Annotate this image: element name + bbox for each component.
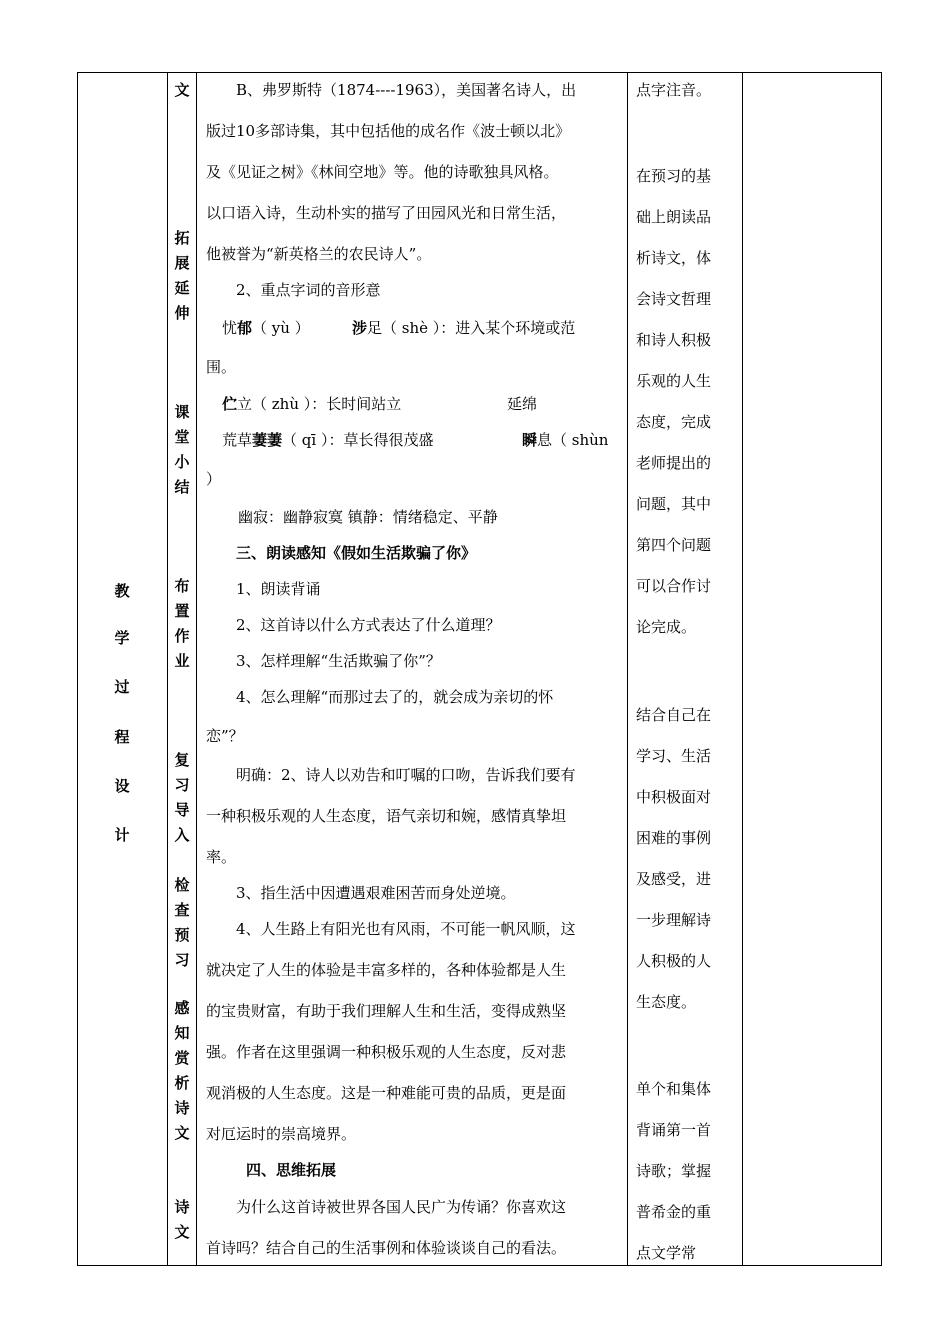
step-label-char: 感 [174, 999, 190, 1017]
content-line: 及《见证之树》《林间空地》等。他的诗歌独具风格。 [206, 163, 559, 181]
step-label-char: 业 [174, 652, 190, 670]
section-heading: 三、朗读感知《假如生活欺骗了你》 [236, 544, 477, 562]
step-label-char: 置 [174, 602, 190, 620]
vocab-line: 荒草萋萋（ qī ）：草长得很茂盛 [222, 431, 434, 449]
answer-line: 一种积极乐观的人生态度，语气亲切和婉，感情真挚坦 [206, 807, 567, 825]
section-heading: 四、思维拓展 [246, 1161, 337, 1179]
activity-line: 人积极的人 [636, 952, 712, 970]
question-line: 2、这首诗以什么方式表达了什么道理？ [236, 616, 501, 634]
activity-line: 在预习的基 [636, 167, 712, 185]
step-label-char: 小 [174, 453, 190, 471]
activity-line: 及感受，进 [636, 870, 712, 888]
section-label [78, 72, 166, 1266]
step-label-char: 文 [174, 1223, 190, 1241]
step-label-char: 预 [174, 926, 190, 944]
activity-line: 诗歌；掌握 [636, 1162, 712, 1180]
question-line: 恋”？ [206, 727, 244, 745]
activity-line: 第四个问题 [636, 536, 712, 554]
column-divider-4 [742, 72, 743, 1266]
activity-line: 中积极面对 [636, 788, 712, 806]
step-label-char: 结 [174, 478, 190, 496]
activity-line: 点字注音。 [636, 81, 712, 99]
answer-line: 强。作者在这里强调一种积极乐观的人生态度，反对悲 [206, 1043, 567, 1061]
step-label-char: 布 [174, 577, 190, 595]
question-line: 4、怎么理解“而那过去了的，就会成为亲切的怀 [236, 688, 554, 706]
activity-line: 学习、生活 [636, 747, 712, 765]
column-divider-2 [196, 72, 197, 1266]
step-label-char: 文 [174, 1124, 190, 1142]
section-label-char: 程 [114, 728, 130, 746]
step-label-char: 查 [174, 901, 190, 919]
answer-line: 率。 [206, 848, 237, 866]
content-line: B、弗罗斯特（1874----1963），美国著名诗人，出 [236, 81, 577, 99]
activity-line: 础上朗读品 [636, 208, 712, 226]
section-label-char: 教 [114, 582, 130, 600]
step-label-char: 课 [174, 403, 190, 421]
activity-line: 析诗文，体 [636, 249, 712, 267]
section-label-char: 学 [114, 629, 130, 647]
answer-line: 对厄运时的崇高境界。 [206, 1125, 357, 1143]
section-label-char: 设 [114, 777, 130, 795]
step-label-char: 作 [174, 627, 190, 645]
content-line: 他被誉为“新英格兰的农民诗人”。 [206, 245, 432, 263]
content-line: 首诗吗？结合自己的生活事例和体验谈谈自己的看法。 [206, 1239, 567, 1257]
step-label-char: 入 [174, 826, 190, 844]
question-line: 1、朗读背诵 [236, 580, 321, 598]
activity-line: 可以合作讨 [636, 577, 712, 595]
step-label-char: 展 [174, 254, 190, 272]
activity-line: 问题，其中 [636, 495, 712, 513]
answer-line: 就决定了人生的体验是丰富多样的，各种体验都是人生 [206, 961, 567, 979]
content-line: 以口语入诗，生动朴实的描写了田园风光和日常生活， [206, 204, 567, 222]
activity-line: 态度，完成 [636, 413, 712, 431]
step-label-char: 诗 [174, 1099, 190, 1117]
section-label-char: 过 [114, 678, 130, 696]
content-line: 幽寂：幽静寂寞 镇静：情绪稳定、平静 [238, 508, 498, 526]
activity-line: 乐观的人生 [636, 372, 712, 390]
step-label-char: 习 [174, 951, 190, 969]
activity-line: 老师提出的 [636, 454, 712, 472]
answer-line: 4、人生路上有阳光也有风雨，不可能一帆风顺，这 [236, 920, 576, 938]
column-divider-3 [627, 72, 628, 1266]
vocab-line: 涉足（ shè ）：进入某个环境或范 [352, 319, 576, 337]
activity-line: 会诗文哲理 [636, 290, 712, 308]
step-label-char: 知 [174, 1024, 190, 1042]
activity-line: 论完成。 [636, 618, 697, 636]
section-label-char: 计 [114, 826, 130, 844]
answer-line: 明确：2、诗人以劝告和叮嘱的口吻，告诉我们要有 [236, 766, 576, 784]
step-label-wen: 文 [174, 81, 190, 99]
vocab-line: 伫立（ zhù ）：长时间站立 [222, 395, 402, 413]
content-line: 围。 [206, 358, 237, 376]
activity-line: 和诗人积极 [636, 331, 712, 349]
activity-line: 困难的事例 [636, 829, 712, 847]
answer-line: 观消极的人生态度。这是一种难能可贵的品质，更是面 [206, 1084, 567, 1102]
answer-line: 3、指生活中因遭遇艰难困苦而身处逆境。 [236, 884, 516, 902]
vocab-line: 延绵 [507, 395, 538, 413]
step-label-char: 赏 [174, 1049, 190, 1067]
step-label-char: 习 [174, 776, 190, 794]
step-label-char: 析 [174, 1074, 190, 1092]
vocab-line: 瞬息（ shùn [522, 431, 609, 449]
content-line: ） [206, 470, 222, 488]
vocab-line: 忧郁（ yù ） [222, 319, 310, 337]
activity-line: 一步理解诗 [636, 911, 712, 929]
step-label-char: 诗 [174, 1198, 190, 1216]
content-line: 版过10多部诗集，其中包括他的成名作《波士顿以北》 [206, 122, 571, 140]
step-label-char: 伸 [174, 304, 190, 322]
step-label-char: 延 [174, 279, 190, 297]
activity-line: 结合自己在 [636, 706, 712, 724]
activity-line: 点文学常 [636, 1244, 697, 1262]
step-label-char: 拓 [174, 229, 190, 247]
activity-line: 普希金的重 [636, 1203, 712, 1221]
step-label-char: 复 [174, 751, 190, 769]
step-label-char: 堂 [174, 428, 190, 446]
answer-line: 的宝贵财富，有助于我们理解人生和生活，变得成熟坚 [206, 1002, 567, 1020]
step-label-char: 检 [174, 876, 190, 894]
activity-line: 单个和集体 [636, 1080, 712, 1098]
activity-line: 背诵第一首 [636, 1121, 712, 1139]
question-line: 3、怎样理解“生活欺骗了你”？ [236, 652, 441, 670]
content-line: 为什么这首诗被世界各国人民广为传诵？你喜欢这 [236, 1198, 567, 1216]
content-line: 2、重点字词的音形意 [236, 281, 381, 299]
step-label-char: 导 [174, 801, 190, 819]
activity-line: 生态度。 [636, 993, 697, 1011]
